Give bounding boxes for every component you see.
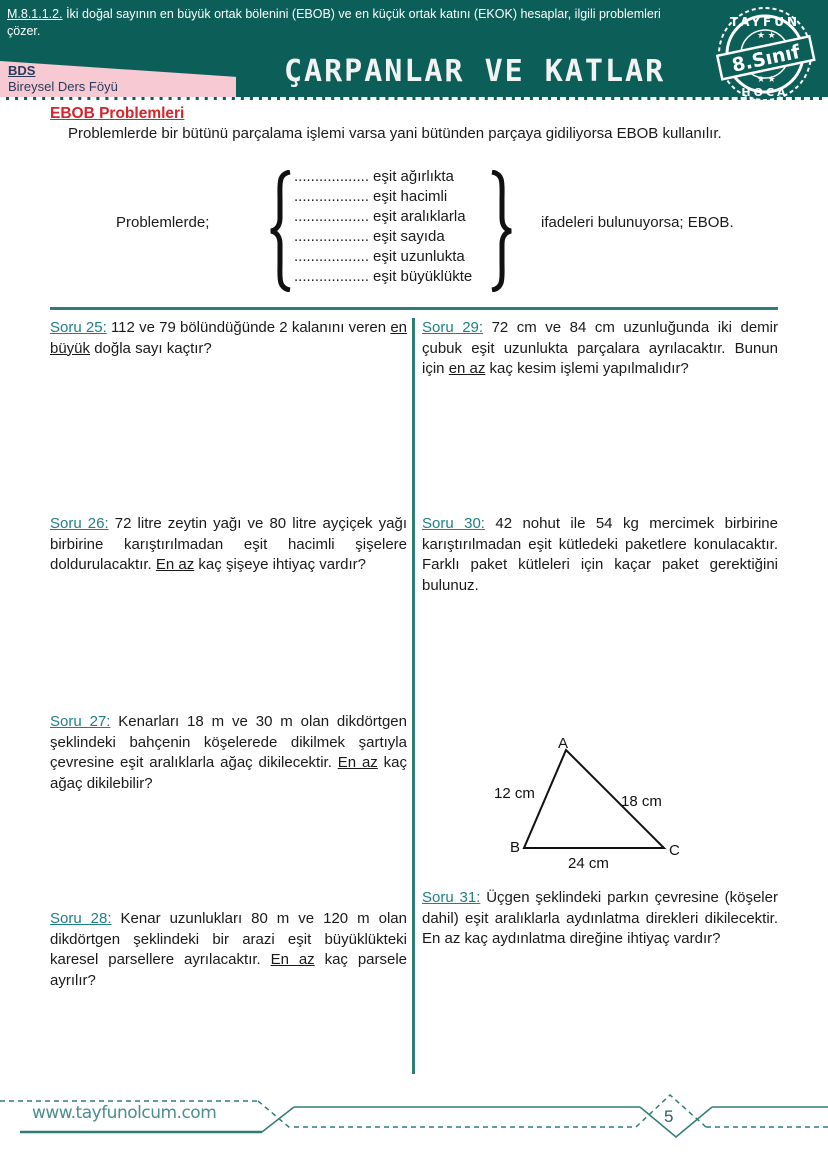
keyword-item: .................. eşit hacimli — [294, 188, 448, 205]
question-27: Soru 27: Kenarları 18 m ve 30 m olan dikdörtgen şeklindeki bahçenin köşelerede dikilmek şartıyla çevresine eşit aralıklarla ağaç dikilecektir. En az kaç ağaç dikilebilir? — [50, 713, 407, 792]
section-divider — [50, 307, 778, 310]
ebob-rule-suffix: ifadeleri bulunuyorsa; EBOB. — [541, 214, 734, 231]
question-26: Soru 26: 72 litre zeytin yağı ve 80 litre ayçiçek yağı birbirine karıştırılmadan eşit hacimli şişelere doldurulacaktır. En az kaç şişeye ihtiyaç vardır? — [50, 515, 407, 573]
page-title: ÇARPANLAR VE KATLAR — [284, 54, 666, 89]
svg-text:C: C — [669, 842, 680, 859]
question-31: Soru 31: Üçgen şeklindeki parkın çevresine (köşeler dahil) eşit aralıklarla aydınlatma direkleri dikilecektir. En az kaç aydınlatma direğine ihtiyaç vardır? — [422, 889, 778, 947]
triangle-figure — [488, 734, 698, 874]
svg-text:8.Sınıf: 8.Sınıf — [729, 40, 802, 77]
svg-text:12 cm: 12 cm — [494, 785, 535, 802]
question-25: Soru 25: 112 ve 79 bölündüğünde 2 kalanını veren en büyük doğla sayı kaçtır? — [50, 319, 407, 357]
right-brace-icon — [488, 170, 514, 292]
svg-text:A: A — [558, 735, 569, 752]
website-link[interactable]: www.tayfunolcum.com — [32, 1103, 217, 1123]
keyword-item: .................. eşit ağırlıkta — [294, 168, 454, 185]
question-30: Soru 30: 42 nohut ile 54 kg mercimek birbirine karıştırılmadan eşit kütledeki paketlere konulacaktır. Farklı paket kütleleri için kaçar paket gerektiğini bulunuz. — [422, 515, 778, 594]
question-28: Soru 28: Kenar uzunlukları 80 m ve 120 m olan dikdörtgen şeklindeki bir arazi eşit büyüklükteki karesel parsellere ayrılacaktır. En az kaç parsele ayrılır? — [50, 910, 408, 989]
keyword-item: .................. eşit uzunlukta — [294, 248, 465, 265]
keyword-item: .................. eşit büyüklükte — [294, 268, 473, 285]
problems-label: Problemlerde; — [116, 214, 210, 231]
intro-paragraph: Problemlerde bir bütünü parçalama işlemi varsa yani bütünden parçaya gidiliyorsa EBOB kullanılır. — [68, 125, 722, 142]
svg-text:★ ★: ★ ★ — [757, 30, 776, 40]
objective-code: M.8.1.1.2. — [7, 7, 63, 21]
question-29: Soru 29: 72 cm ve 84 cm uzunluğunda iki demir çubuk eşit uzunlukta parçalara ayrılacaktır. Bunun için en az kaç kesim işlemi yapılmalıdır? — [422, 319, 778, 377]
left-brace-icon — [268, 170, 294, 292]
objective-text: İki doğal sayının en büyük ortak bölenini (EBOB) ve en küçük ortak katını (EKOK) hesaplar, ilgili problemleri çözer. — [7, 7, 661, 38]
page-number: 5 — [664, 1107, 674, 1126]
column-divider — [412, 318, 415, 1074]
svg-text:24 cm: 24 cm — [568, 855, 609, 872]
svg-text:TAYFUN: TAYFUN — [729, 15, 801, 29]
svg-text:18 cm: 18 cm — [621, 793, 662, 810]
stamp-badge-icon — [705, 4, 823, 104]
keyword-list — [294, 167, 472, 287]
bds-subtitle: Bireysel Ders Föyü — [8, 79, 118, 94]
header-divider — [0, 97, 828, 100]
svg-text:HOCA: HOCA — [741, 86, 789, 99]
section-title: EBOB Problemleri — [50, 105, 185, 122]
keyword-item: .................. eşit sayıda — [294, 228, 445, 245]
learning-objective — [7, 6, 687, 40]
svg-text:B: B — [510, 839, 521, 856]
bds-title: BDS — [8, 63, 36, 78]
svg-text:★ ★: ★ ★ — [757, 74, 776, 84]
keyword-item: .................. eşit aralıklarla — [294, 208, 466, 225]
